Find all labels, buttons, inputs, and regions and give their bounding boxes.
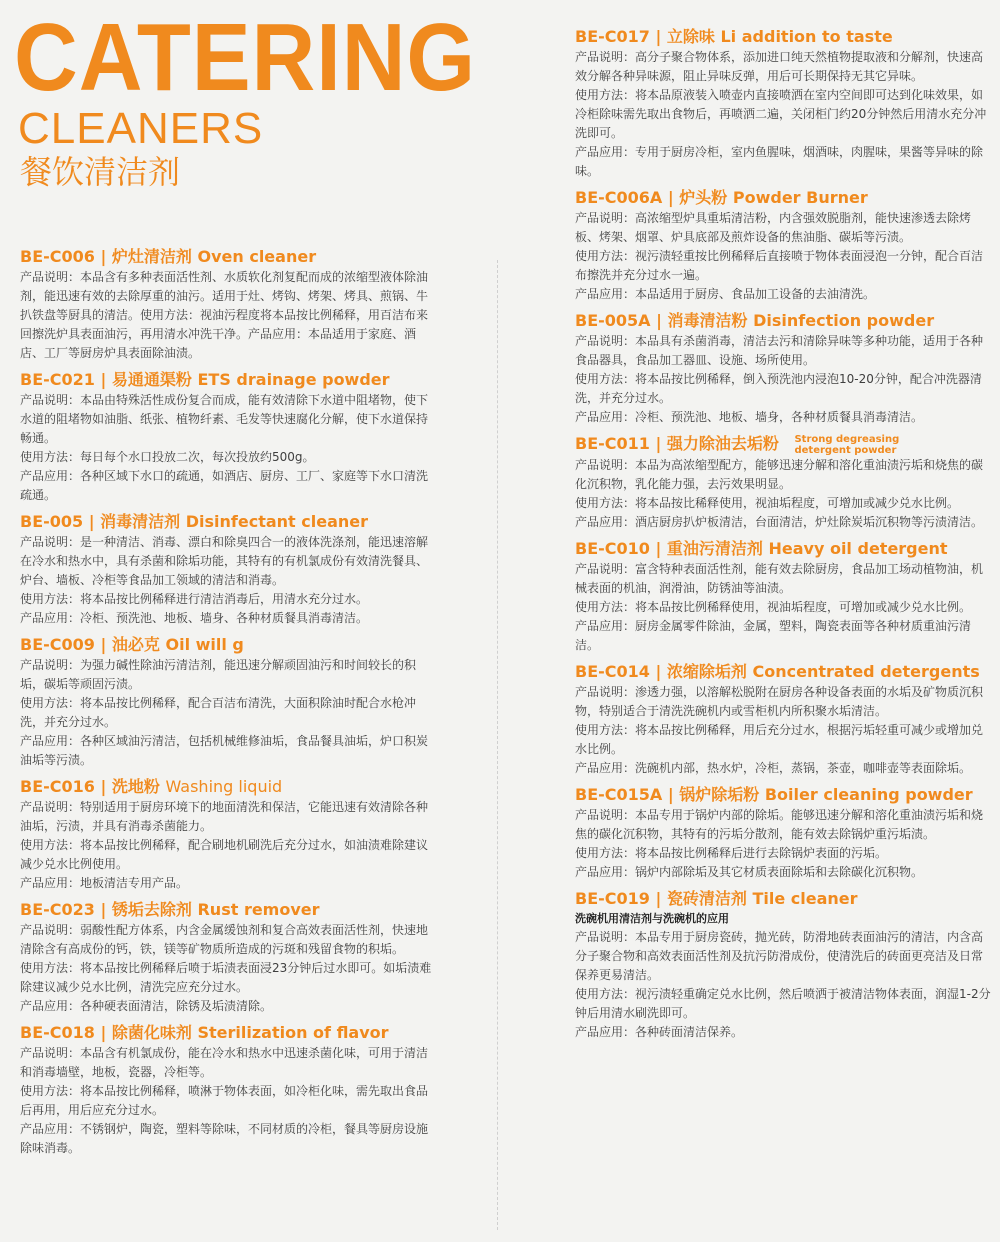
product-code: BE-C021 | 易通通渠粉 <box>20 370 192 389</box>
product-code: BE-C017 | 立除味 <box>575 27 715 46</box>
product-code: BE-C016 | 洗地粉 <box>20 777 160 796</box>
product-name-en-line1: Strong degreasing <box>794 433 900 445</box>
product-sub-heading: 洗碗机用清洁剂与洗碗机的应用 <box>575 911 729 925</box>
product-title <box>575 661 993 683</box>
product-application: 产品应用：各种区域下水口的疏通，如酒店、厨房、工厂、家庭等下水口清洗疏通。 <box>20 469 429 502</box>
product-name-en: Rust remover <box>197 900 320 919</box>
product-section <box>575 187 993 304</box>
page-title: CATERING <box>14 4 477 111</box>
product-title <box>20 1022 434 1044</box>
product-section <box>575 433 993 532</box>
product-usage: 使用方法：将本品按比例稀释后进行去除锅炉表面的污垢。 <box>575 845 888 860</box>
product-title <box>575 888 993 910</box>
product-section <box>575 784 993 882</box>
product-name-en: Li addition to taste <box>720 27 893 46</box>
product-description: 产品说明：本品由特殊活性成份复合而成，能有效清除下水道中阻堵物，使下水道的阻堵物如油脂、纸张、植物纤素、毛发等快速腐化分解，使下水道保持畅通。 <box>20 393 429 445</box>
product-code: BE-005 | 消毒清洁剂 <box>20 512 181 531</box>
product-code: BE-C009 | 油必克 <box>20 635 160 654</box>
product-section <box>20 899 434 1016</box>
product-description: 产品说明：弱酸性配方体系，内含金属缓蚀剂和复合高效表面活性剂，快速地清除含有高成份的钙，铁，镁等矿物质所造成的污斑和残留食物的积垢。 <box>20 923 429 956</box>
product-title <box>575 187 993 209</box>
product-usage: 使用方法：将本品按比例稀释后喷于垢渍表面浸23分钟后过水即可。如垢渍难除建议减少兑水比例，清洗完应充分过水。 <box>20 961 432 994</box>
product-title <box>20 899 434 921</box>
product-section <box>20 246 434 363</box>
product-section <box>575 888 993 1042</box>
left-column <box>20 246 434 1164</box>
product-usage: 使用方法：将本品按比例稀释使用，视油垢程度，可增加或减少兑水比例。 <box>575 599 972 614</box>
product-usage: 使用方法：视污渍轻重按比例稀释后直接喷于物体表面浸泡一分钟，配合百洁布擦洗并充分过水一遍。 <box>575 249 984 282</box>
product-name-en: ETS drainage powder <box>197 370 390 389</box>
product-usage: 使用方法：将本品按比稀释使用，视油垢程度，可增加或减少兑水比例。 <box>575 495 960 510</box>
product-description: 产品说明：本品含有多种表面活性剂、水质软化剂复配而成的浓缩型液体除油剂，能迅速有效的去除厚重的油污。适用于灶、烤钩、烤架、烤具、煎锅、牛扒铁盘等厨具的清洁。使用方法：视油污程度将本品按比例稀释，用百洁布来回擦洗炉具表面油污，再用清水冲洗干净。产品应用：本品适用于家庭、酒店、工厂等厨房炉具表面除油渍。 <box>20 270 429 360</box>
product-name-en: Oven cleaner <box>197 247 317 266</box>
product-code: BE-C010 | 重油污清洁剂 <box>575 538 763 558</box>
product-section <box>20 776 434 893</box>
page-title-cn: 餐饮清洁剂 <box>20 153 181 191</box>
product-section <box>20 634 434 770</box>
product-section <box>20 369 434 505</box>
product-description: 产品说明：为强力碱性除油污清洁剂，能迅速分解顽固油污和时间较长的积垢，碳垢等顽固污渍。 <box>20 658 417 691</box>
product-section <box>575 26 993 181</box>
product-name-en: Powder Burner <box>732 188 868 207</box>
product-section <box>575 310 993 427</box>
product-title <box>575 433 993 456</box>
product-application: 产品应用：各种砖面清洁保养。 <box>575 1024 744 1039</box>
product-code: BE-C006A | 炉头粉 <box>575 188 728 207</box>
product-title <box>20 369 434 391</box>
product-usage: 使用方法：视污渍轻重确定兑水比例，然后喷洒于被清洁物体表面，润湿1-2分钟后用清水刷洗即可。 <box>575 986 991 1020</box>
product-usage: 使用方法：将本品按比例稀释，喷淋于物体表面，如冷柜化味，需先取出食品后再用，用后应充分过水。 <box>20 1084 429 1117</box>
product-title <box>575 310 993 332</box>
product-application: 产品应用：洗碗机内部，热水炉，冷柜，蒸锅，茶壶，咖啡壶等表面除垢。 <box>575 760 972 775</box>
product-application: 产品应用：冷柜、预洗池、地板、墙身、各种材质餐具消毒清洁。 <box>20 611 369 625</box>
product-usage: 使用方法：将本品按比例稀释，倒入预洗池内浸泡10-20分钟，配合冲洗器清洗，并充分过水。 <box>575 372 982 405</box>
product-name-en: Sterilization of flavor <box>197 1023 389 1042</box>
product-section <box>20 511 434 628</box>
product-title <box>575 784 993 806</box>
product-application: 产品应用：锅炉内部除垢及其它材质表面除垢和去除碳化沉积物。 <box>575 864 924 879</box>
product-description: 产品说明：渗透力强，以溶解松脱附在厨房各种设备表面的水垢及矿物质沉积物，特别适合于清洗洗碗机内或雪柜机内所积聚水垢清洁。 <box>575 684 984 718</box>
product-application: 产品应用：冷柜、预洗池、地板、墙身，各种材质餐具消毒清洁。 <box>575 410 924 424</box>
product-application: 产品应用：厨房金属零件除油，金属，塑料，陶瓷表面等各种材质重油污清洁。 <box>575 618 972 652</box>
product-description: 产品说明：富含特种表面活性剂，能有效去除厨房，食品加工场动植物油，机械表面的机油，润滑油，防锈油等油渍。 <box>575 561 984 595</box>
product-application: 产品应用：本品适用于厨房、食品加工设备的去油清洗。 <box>575 287 876 301</box>
right-column <box>575 26 993 1048</box>
product-name-en: Disinfectant cleaner <box>185 512 368 531</box>
product-section <box>20 1022 434 1158</box>
product-section <box>575 538 993 655</box>
product-code: BE-C018 | 除菌化味剂 <box>20 1023 192 1042</box>
product-usage: 使用方法：将本品按比例稀释，配合百洁布清洗，大面积除油时配合水枪冲洗，并充分过水。 <box>20 696 417 729</box>
product-name-en-line2: detergent powder <box>794 444 897 456</box>
product-application: 产品应用：各种区域油污清洁，包括机械维修油垢，食品餐具油垢，炉口积炭油垢等污渍。 <box>20 734 429 767</box>
product-description: 产品说明：是一种清洁、消毒、漂白和除臭四合一的液体洗涤剂，能迅速溶解在冷水和热水中，具有杀菌和除垢功能，其特有的有机氯成份有效清洗餐具、炉台、墙板、冷柜等食品加工领域的清洁和消毒。 <box>20 535 429 587</box>
product-usage: 使用方法：将本品按比例稀释，用后充分过水，根据污垢轻重可减少或增加兑水比例。 <box>575 722 984 756</box>
product-description: 产品说明：本品专用于厨房瓷砖，抛光砖，防滑地砖表面油污的清洁，内含高分子聚合物和高效表面活性剂及抗污防滑成份，使清洗后的砖面更亮洁及日常保养更易清洁。 <box>575 929 984 982</box>
page-subtitle: CLEANERS <box>18 104 264 153</box>
product-usage: 使用方法：将本品按比例稀释，配合刷地机刷洗后充分过水，如油渍难除建议减少兑水比例使用。 <box>20 838 429 871</box>
product-name-en: Disinfection powder <box>753 311 935 330</box>
product-usage: 使用方法：每日每个水口投放二次，每次投放约500g。 <box>20 450 315 464</box>
product-code: BE-C023 | 锈垢去除剂 <box>20 900 192 919</box>
product-title <box>575 538 993 560</box>
product-code: BE-C006 | 炉灶清洁剂 <box>20 247 192 266</box>
product-application: 产品应用：地板清洁专用产品。 <box>20 876 189 890</box>
product-description: 产品说明：高分子聚合物体系，添加进口纯天然植物提取液和分解剂，快速高效分解各种异味源，阻止异味反弹，用后可长期保持无其它异味。 <box>575 50 984 83</box>
product-application: 产品应用：不锈钢炉，陶瓷，塑料等除味，不同材质的冷柜，餐具等厨房设施除味消毒。 <box>20 1122 429 1155</box>
product-code: BE-005A | 消毒清洁粉 <box>575 311 748 330</box>
product-application: 产品应用：专用于厨房冷柜，室内鱼腥味，烟酒味，肉腥味，果酱等异味的除味。 <box>575 145 984 178</box>
product-description: 产品说明：本品具有杀菌消毒，清洁去污和清除异味等多种功能，适用于各种食品器具，食品加工器皿、设施、场所使用。 <box>575 334 984 367</box>
product-description: 产品说明：本品为高浓缩型配方，能够迅速分解和溶化重油渍污垢和烧焦的碳化沉积物，乳化能力强，去污效果明显。 <box>575 457 984 491</box>
product-code: BE-C014 | 浓缩除垢剂 <box>575 661 747 681</box>
product-application: 产品应用：酒店厨房扒炉板清洁，台面清洁，炉灶除炭垢沉积物等污渍清洁。 <box>575 514 984 529</box>
product-name-en: Tile cleaner <box>752 888 858 908</box>
product-usage: 使用方法：将本品按比例稀释进行清洁消毒后，用清水充分过水。 <box>20 592 369 606</box>
product-title <box>20 511 434 533</box>
product-code: BE-C011 | 强力除油去垢粉 <box>575 434 779 453</box>
product-section <box>575 661 993 778</box>
product-description: 产品说明：本品专用于锅炉内部的除垢。能够迅速分解和溶化重油渍污垢和烧焦的碳化沉积物，其特有的污垢分散剂，能有效去除锅炉重污垢渍。 <box>575 807 984 841</box>
product-name-en: Concentrated detergents <box>752 661 980 681</box>
product-name-en: Oil will g <box>165 635 244 654</box>
product-application: 产品应用：各种硬表面清洁，除锈及垢渍清除。 <box>20 999 273 1013</box>
product-name-en: Heavy oil detergent <box>768 538 948 558</box>
product-name-en <box>794 434 899 456</box>
product-code: BE-C019 | 瓷砖清洁剂 <box>575 888 747 908</box>
product-description: 产品说明：本品含有机氯成份，能在冷水和热水中迅速杀菌化味，可用于清洁和消毒墙壁，地板，瓷器，冷柜等。 <box>20 1046 429 1079</box>
product-description: 产品说明：特别适用于厨房环境下的地面清洗和保洁，它能迅速有效清除各种油垢，污渍，并具有消毒杀菌能力。 <box>20 800 429 833</box>
product-code: BE-C015A | 锅炉除垢粉 <box>575 784 760 804</box>
product-title <box>20 776 434 798</box>
header <box>14 4 516 192</box>
product-usage: 使用方法：将本品原液装入喷壶内直接喷洒在室内空间即可达到化味效果，如冷柜除味需先取出食物后，再喷洒二遍，关闭柜门约20分钟然后用清水充分冲洗即可。 <box>575 88 987 140</box>
product-title <box>20 634 434 656</box>
column-divider <box>497 260 498 1230</box>
product-title <box>20 246 434 268</box>
product-description: 产品说明：高浓缩型炉具重垢清洁粉，内含强效脱脂剂，能快速渗透去除烤板、烤架、烟罩、炉具底部及煎炸设备的焦油脂、碳垢等污渍。 <box>575 211 972 244</box>
product-name-en: Washing liquid <box>165 777 283 796</box>
product-title <box>575 26 993 48</box>
product-name-en: Boiler cleaning powder <box>764 784 973 804</box>
